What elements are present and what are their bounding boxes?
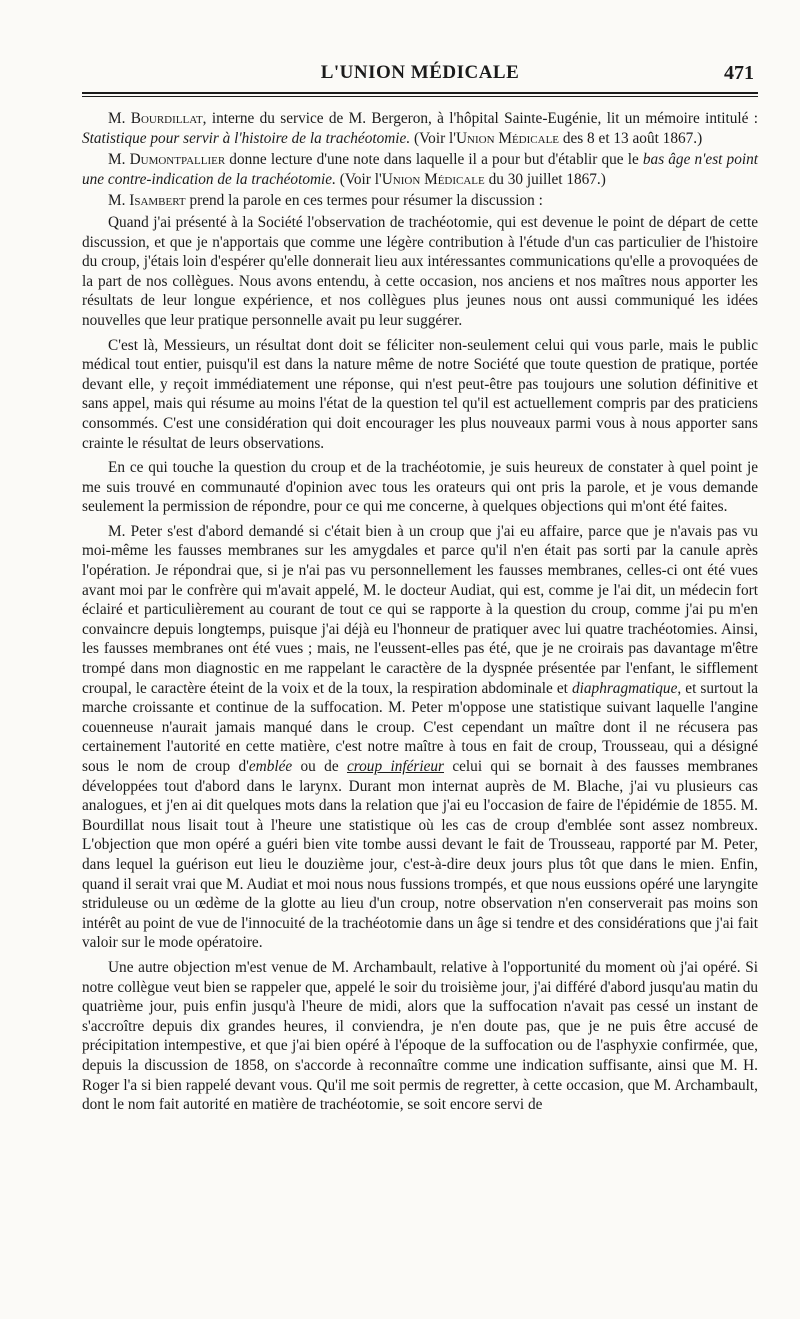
text-run: Union Médicale [456,129,560,147]
text-run: du 30 juillet 1867.) [484,170,606,188]
text-run: celui qui se bornait à des fausses membranes développées tout d'abord dans le larynx. Durant mon internat auprès de M. Blache, j'ai vu plusieurs cas analogues, et j'en ai dit quelques mots dans la relation que j'ai eu l'occasion de faire de l'épidémie de 1855. M. Bourdillat nous lisait tout à l'heure une statistique où les cas de croup d'emblée sont assez nombreux. L'objection que mon opéré a guéri bien vite tombe aussi devant le fait de Trousseau, rapporté par M. Peter, dans lequel la guérison eut lieu le douzième jour, c'est-à-dire deux jours plus tôt que dans le mien. Enfin, quand il serait vrai que M. Audiat et moi nous nous fussions trompés, et que nous eussions opéré une laryngite striduleuse ou un œdème de la glotte au lieu d'un croup, notre observation n'en conserverait pas moins son intérêt au point de vue de l'innocuité de la trachéotomie dans un âge si tendre et des considérations que j'ai fait valoir sur le mode opératoire. [82,758,759,952]
text-run: Union Médicale [381,170,485,188]
text-run: prend la parole en ces termes pour résumer la discussion : [185,192,543,210]
text-run: C'est là, Messieurs, un résultat dont doit se féliciter non-seulement celui qui vous parle, mais le public médical tout entier, puisqu'il est dans la nature même de notre Société que toute question de pratique, portée devant elle, y reçoit immédiatement une réponse, qui n'est peut-être pas toujours une solution définitive et sans appel, mais qui résume au moins l'état de la question tel qu'il est actuellement compris par des praticiens consommés. C'est une considération qui doit encourager les plus nouveaux parmi vous à nous apporter sans crainte le résultat de leurs observations. [82,336,758,452]
text-run: M. [108,110,131,127]
paragraph-p2 [82,336,758,454]
paragraph-dumontpallier [82,150,758,189]
paragraph-p4 [82,522,758,953]
text-run: (Voir l' [410,129,456,147]
text-run: M. [108,151,130,169]
text-run: donne lecture d'une note dans laquelle il a pour but d'établir que le [225,151,643,169]
text-run: emblée [248,758,293,775]
paragraph-p5 [82,958,758,1115]
text-run: diaphragmatique [572,679,678,697]
paragraph-p3 [82,458,758,517]
text-run: , et surtout la marche croissante et continue de la suffocation. M. Peter m'oppose une statistique suivant laquelle l'angine couenneuse n'aurait jamais manqué dans le croup. C'est cependant un maître dont il ne récusera pas certainement l'autorité en cette matière, c'est notre maître à tous en fait de croup, Trousseau, qui a désigné sous le nom de croup d' [82,679,758,775]
text-run: En ce qui touche la question du croup et de la trachéotomie, je suis heureux de constater à quel point je me suis trouvé en communauté d'opinion avec tous les orateurs qui ont pris la parole, et je vous demande seulement la permission de répondre, pour ce qui me concerne, à quelques objections qui m'ont été faites. [82,459,758,516]
text-run: M. [108,192,130,210]
paragraph-isambert-intro [82,191,758,211]
header-rule-thin [82,96,758,97]
text-run: Dumontpallier [129,151,226,169]
text-run: Bourdillat [130,110,203,127]
text-run: , interne du service de M. Bergeron, à l'hôpital Sainte-Eugénie, lit un mémoire intitulé : [202,110,758,127]
text-run: (Voir l' [335,170,382,188]
text-run: des 8 et 13 août 1867.) [559,129,703,147]
paragraph-p1 [82,213,758,331]
text-run: bas âge n'est point une contre-indication de la trachéotomie. [82,151,759,188]
text-run: Isambert [129,192,186,210]
article-body [82,109,758,1115]
paragraph-bourdillat [82,109,758,148]
text-run: Statistique pour servir à l'histoire de la trachéotomie. [82,129,411,147]
text-run: croup inférieur [346,758,444,775]
header-rule [82,92,758,94]
text-run: ou de [292,758,347,775]
text-run: M. Peter s'est d'abord demandé si c'était bien à un croup que j'ai eu affaire, parce que je n'avais pas vu moi-même les fausses membranes sur les amygdales et parce qu'il n'en était pas sorti par la canule après l'opération. Je répondrai que, si je n'ai pas vu personnellement les fausses membranes, celles-ci ont été vues avant moi par le confrère qui m'avait appelé, M. le docteur Audiat, qui est, comme je l'ai dit, un médecin fort éclairé et particulièrement au courant de tout ce qui se rapporte à la question du croup, comme j'ai pu m'en convaincre depuis longtemps, puisque j'ai déjà eu l'honneur de pratiquer avec lui quatre trachéotomies. Ainsi, les fausses membranes ont été vues ; mais, ne l'eussent-elles pas été, que je ne croirais pas davantage m'être trompé dans mon diagnostic en me rappelant le caractère de la dyspnée présentée par l'enfant, le sifflement croupal, le caractère éteint de la voix et de la toux, la respiration abdominale et [82,522,758,697]
page-number: 471 [724,62,754,84]
running-title: L'UNION MÉDICALE [320,62,520,83]
page-header [82,58,758,92]
text-run: Quand j'ai présenté à la Société l'observation de trachéotomie, qui est devenue le point de départ de cette discussion, et que je n'apportais que comme une légère contribution à l'étude d'un cas particulier de l'histoire du croup, j'étais loin d'espérer qu'elle donnerait lieu aux intéressantes communications qu'elle a provoquées de la part de nos collègues. Nous avons entendu, à cette occasion, nos anciens et nos maîtres nous apporter les résultats de leur longue expérience, et nos collègues plus jeunes nous ont aussi communiqué les idées nouvelles que leur pratique personnelle avait pu leur suggérer. [82,213,758,329]
text-run: Une autre objection m'est venue de M. Archambault, relative à l'opportunité du moment où j'ai opéré. Si notre collègue veut bien se rappeler que, appelé le soir du troisième jour, j'ai différé d'abord jusqu'au matin du quatrième jour, puis enfin jusqu'à l'heure de midi, alors que la suffocation n'avait pas cessé un instant de s'accroître depuis dix grandes heures, il conviendra, je n'en doute pas, que je ne puis être accusé de précipitation intempestive, et que j'ai bien opéré à l'époque de la suffocation ou de l'asphyxie confirmée, que, depuis la discussion de 1858, on s'accorde à reconnaître comme une indication suffisante, ainsi que M. H. Roger l'a si bien rappelé devant vous. Qu'il me soit permis de regretter, à cette occasion, que M. Archambault, dont le nom fait autorité en matière de trachéotomie, se soit encore servi de [82,958,758,1114]
